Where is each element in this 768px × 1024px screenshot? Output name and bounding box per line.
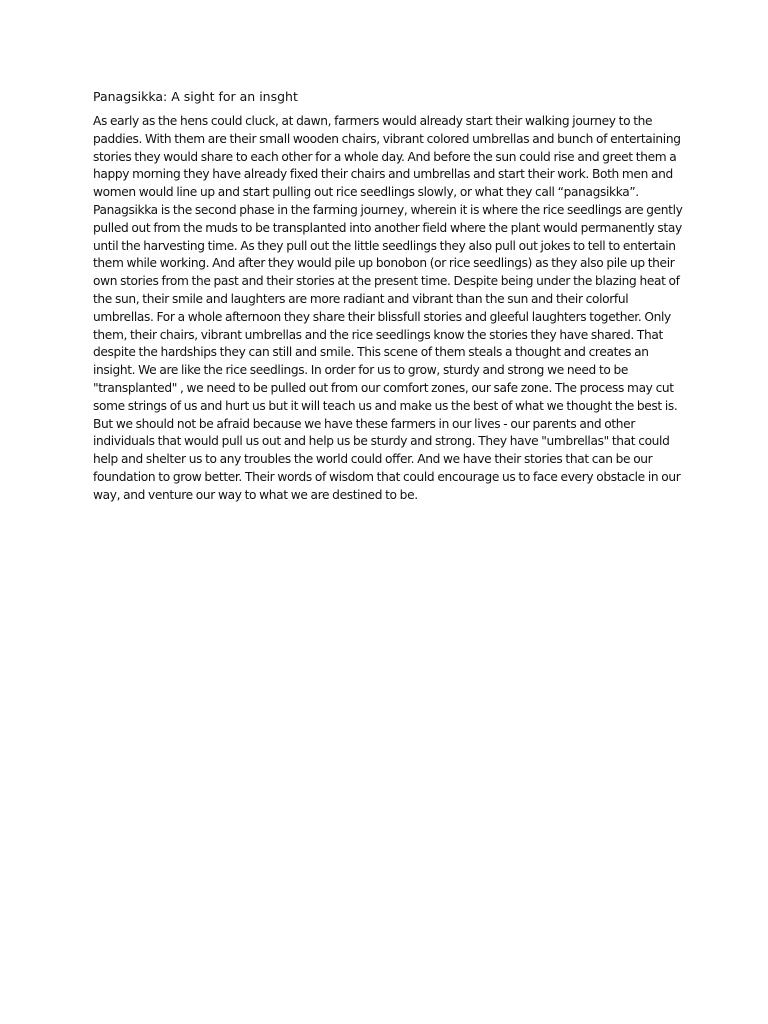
document-title: Panagsikka: A sight for an insght: [93, 89, 298, 104]
document-body-paragraph: As early as the hens could cluck, at dawn, farmers would already start their walking journey to the paddies. With them are their small wooden chairs, vibrant colored umbrellas and bunch of entertaining stories they would share to each other for a whole day. And before the sun could rise and greet them a happy morning they have already fixed their chairs and umbrellas and start their work. Both men and women would line up and start pulling out rice seedlings slowly, or what they call “panagsikka”. Panagsikka is the second phase in the farming journey, wherein it is where the rice seedlings are gently pulled out from the muds to be transplanted into another field where the plant would permanently stay until the harvesting time. As they pull out the little seedlings they also pull out jokes to tell to entertain them while working. And after they would pile up bonobon (or rice seedlings) as they also pile up their own stories from the past and their stories at the present time. Despite being under the blazing heat of the sun, their smile and laughters are more radiant and vibrant than the sun and their colorful umbrellas. For a whole afternoon they share their blissfull stories and gleeful laughters together. Only them, their chairs, vibrant umbrellas and the rice seedlings know the stories they have shared. That despite the hardships they can still and smile. This scene of them steals a thought and creates an insight. We are like the rice seedlings. In order for us to grow, sturdy and strong we need to be "transplanted" , we need to be pulled out from our comfort zones, our safe zone. The process may cut some strings of us and hurt us but it will teach us and make us the best of what we thought the best is. But we should not be afraid because we have these farmers in our lives - our parents and other individuals that would pull us out and help us be sturdy and strong. They have "umbrellas" that could help and shelter us to any troubles the world could offer. And we have their stories that can be our foundation to grow better. Their words of wisdom that could encourage us to face every obstacle in our way, and venture our way to what we are destined to be.: [93, 114, 683, 502]
